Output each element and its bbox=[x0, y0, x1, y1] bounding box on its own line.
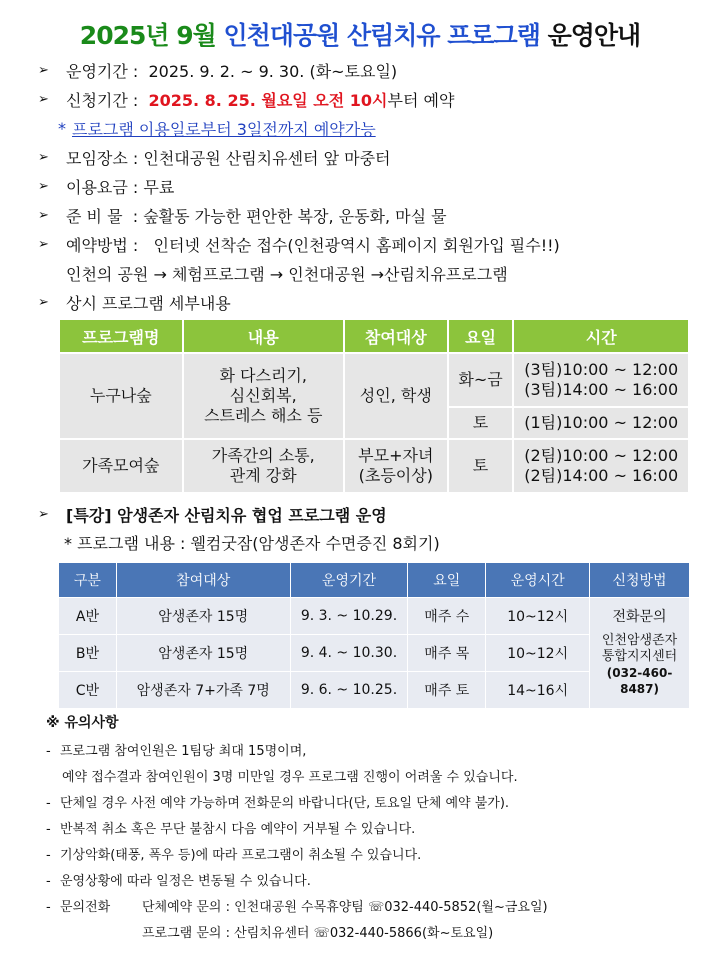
note-item: - 반복적 취소 혹은 무단 불참시 다음 예약이 거부될 수 있습니다. bbox=[46, 822, 416, 837]
class-target: 암생존자 7+가족 7명 bbox=[116, 672, 290, 709]
content-line: 화 다스리기, bbox=[219, 366, 307, 385]
program-target: 성인, 학생 bbox=[344, 353, 448, 439]
content-line: 관계 강화 bbox=[229, 466, 297, 485]
table-header: 참여대상 bbox=[116, 563, 290, 598]
method-line: 통합지지센터 bbox=[601, 649, 678, 664]
program-name: 가족모여숲 bbox=[59, 439, 183, 493]
title-guide: 운영안내 bbox=[547, 21, 641, 50]
note-text: 반복적 취소 혹은 무단 불참시 다음 예약이 거부될 수 있습니다. bbox=[60, 822, 416, 837]
contact-label: 문의전화 bbox=[60, 900, 111, 915]
info-row-prepare bbox=[38, 201, 708, 230]
table-header: 프로그램명 bbox=[59, 319, 183, 353]
content-line: 가족간의 소통, bbox=[211, 446, 315, 465]
table-header-row bbox=[59, 319, 689, 353]
program-time bbox=[513, 353, 689, 407]
table-header: 요일 bbox=[408, 563, 486, 598]
period-label: 운영기간 : bbox=[66, 62, 139, 81]
program-time bbox=[513, 439, 689, 493]
table-header: 구분 bbox=[59, 563, 117, 598]
contact-row bbox=[46, 922, 706, 948]
info-row-apply bbox=[38, 85, 708, 114]
class-day: 매주 수 bbox=[408, 598, 486, 635]
class-day: 매주 목 bbox=[408, 635, 486, 672]
period-value: 2025. 9. 2. ~ 9. 30. (화~토요일) bbox=[148, 62, 398, 81]
arrow-bullet-icon: ➢ bbox=[38, 92, 49, 107]
class-period: 9. 4. ~ 10.30. bbox=[290, 635, 408, 672]
class-name: B반 bbox=[59, 635, 117, 672]
arrow-bullet-icon: ➢ bbox=[38, 208, 49, 223]
table-row bbox=[59, 439, 689, 493]
class-target: 암생존자 15명 bbox=[116, 635, 290, 672]
class-period: 9. 6. ~ 10.25. bbox=[290, 672, 408, 709]
prepare-text: 준 비 물 : 숲활동 가능한 편안한 복장, 운동화, 마실 물 bbox=[66, 207, 447, 226]
reserve-text: 예약방법 : 인터넷 선착순 접수(인천광역시 홈페이지 회원가입 필수!!) bbox=[66, 236, 560, 255]
time-line: (3팀)14:00 ~ 16:00 bbox=[524, 380, 679, 399]
info-row-fee bbox=[38, 172, 708, 201]
program-target bbox=[344, 439, 448, 493]
program-day: 토 bbox=[448, 407, 514, 439]
table-header: 신청방법 bbox=[590, 563, 690, 598]
note-item: - 단체일 경우 사전 예약 가능하며 전화문의 바랍니다(단, 토요일 단체 예약 불가). bbox=[46, 796, 510, 811]
contact-group: 단체예약 문의 : 인천대공원 수목휴양팀 ☏032-440-5852(월~금요일) bbox=[142, 900, 548, 915]
arrow-bullet-icon: ➢ bbox=[38, 295, 49, 310]
content-line: 스트레스 해소 등 bbox=[204, 406, 323, 425]
contact-row: - 문의전화 단체예약 문의 : 인천대공원 수목휴양팀 ☏032-440-5852(월~금요일) bbox=[46, 896, 706, 922]
note-text: 단체일 경우 사전 예약 가능하며 전화문의 바랍니다(단, 토요일 단체 예약 불가). bbox=[60, 796, 510, 811]
program-name: 누구나숲 bbox=[59, 353, 183, 439]
method-line: 전화문의 bbox=[612, 609, 667, 625]
arrow-bullet-icon: ➢ bbox=[38, 150, 49, 165]
info-list bbox=[38, 56, 708, 317]
fee-text: 이용요금 : 무료 bbox=[66, 178, 175, 197]
arrow-bullet-icon: ➢ bbox=[38, 63, 49, 78]
program-time: (1팀)10:00 ~ 12:00 bbox=[513, 407, 689, 439]
contact-program: 프로그램 문의 : 산림치유센터 ☏032-440-5866(화~토요일) bbox=[142, 926, 494, 941]
time-line: (2팀)10:00 ~ 12:00 bbox=[524, 446, 679, 465]
method-phone: (032-460-8487) bbox=[606, 666, 673, 696]
program-content bbox=[183, 439, 344, 493]
reserve-path bbox=[38, 259, 708, 288]
regular-program-table bbox=[58, 318, 690, 494]
table-header: 시간 bbox=[513, 319, 689, 353]
arrow-bullet-icon: ➢ bbox=[38, 506, 49, 522]
content-line: 심신회복, bbox=[229, 386, 297, 405]
class-period: 9. 3. ~ 10.29. bbox=[290, 598, 408, 635]
table-header-row bbox=[59, 563, 690, 598]
target-line: 부모+자녀 bbox=[358, 446, 434, 465]
note-item: - 프로그램 참여인원은 1팀당 최대 15명이며, bbox=[46, 744, 307, 759]
program-content bbox=[183, 353, 344, 439]
apply-method bbox=[590, 598, 690, 709]
table-row bbox=[59, 353, 689, 407]
class-name: C반 bbox=[59, 672, 117, 709]
page-title bbox=[0, 16, 720, 52]
special-section bbox=[38, 500, 440, 556]
method-line: 인천암생존자 bbox=[601, 633, 678, 648]
note-item: - 기상악화(태풍, 폭우 등)에 따라 프로그램이 취소될 수 있습니다. bbox=[46, 848, 422, 863]
apply-label: 신청기간 : bbox=[66, 91, 139, 110]
class-name: A반 bbox=[59, 598, 117, 635]
arrow-bullet-icon: ➢ bbox=[38, 179, 49, 194]
table-header: 요일 bbox=[448, 319, 514, 353]
program-day: 토 bbox=[448, 439, 514, 493]
table-header: 내용 bbox=[183, 319, 344, 353]
class-target: 암생존자 15명 bbox=[116, 598, 290, 635]
note-item: - 운영상황에 따라 일정은 변동될 수 있습니다. bbox=[46, 874, 311, 889]
special-program-table bbox=[58, 562, 690, 709]
place-text: 모임장소 : 인천대공원 산림치유센터 앞 마중터 bbox=[66, 149, 391, 168]
program-day: 화~금 bbox=[448, 353, 514, 407]
table-header: 운영기간 bbox=[290, 563, 408, 598]
note-star: * bbox=[58, 119, 66, 138]
special-content: * 프로그램 내용 : 웰컴굿잠(암생존자 수면증진 8회기) bbox=[64, 533, 440, 553]
apply-date: 2025. 8. 25. 월요일 오전 10시 bbox=[148, 91, 388, 110]
apply-rest: 부터 예약 bbox=[387, 91, 455, 110]
apply-note bbox=[38, 114, 708, 143]
note-text: 프로그램 참여인원은 1팀당 최대 15명이며, bbox=[60, 744, 307, 759]
target-line: (초등이상) bbox=[358, 466, 433, 485]
note-text: 운영상황에 따라 일정은 변동될 수 있습니다. bbox=[60, 874, 311, 889]
arrow-bullet-icon: ➢ bbox=[38, 237, 49, 252]
info-row-reserve bbox=[38, 230, 708, 259]
class-time: 10~12시 bbox=[486, 598, 590, 635]
notes-section bbox=[46, 712, 706, 948]
table-header: 참여대상 bbox=[344, 319, 448, 353]
title-program: 인천대공원 산림치유 프로그램 bbox=[223, 21, 540, 50]
notes-heading: ※ 유의사항 bbox=[46, 715, 119, 731]
special-title-row bbox=[38, 500, 440, 528]
note-item bbox=[46, 766, 706, 792]
reserve-path-text: 인천의 공원 → 체험프로그램 → 인천대공원 →산림치유프로그램 bbox=[66, 265, 508, 284]
table-header: 운영시간 bbox=[486, 563, 590, 598]
special-content-row bbox=[38, 528, 440, 556]
time-line: (3팀)10:00 ~ 12:00 bbox=[524, 360, 679, 379]
note-text: 예약 접수결과 참여인원이 3명 미만일 경우 프로그램 진행이 어려울 수 있습니다. bbox=[62, 770, 518, 785]
info-row-regular bbox=[38, 288, 708, 317]
title-date: 2025년 9월 bbox=[79, 21, 216, 50]
apply-note-text: 프로그램 이용일로부터 3일전까지 예약가능 bbox=[72, 120, 376, 139]
special-title: [특강] 암생존자 산림치유 협업 프로그램 운영 bbox=[66, 505, 387, 525]
note-text: 기상악화(태풍, 폭우 등)에 따라 프로그램이 취소될 수 있습니다. bbox=[60, 848, 422, 863]
regular-text: 상시 프로그램 세부내용 bbox=[66, 294, 231, 313]
class-time: 14~16시 bbox=[486, 672, 590, 709]
info-row-place bbox=[38, 143, 708, 172]
class-day: 매주 토 bbox=[408, 672, 486, 709]
info-row-period bbox=[38, 56, 708, 85]
table-row bbox=[59, 598, 690, 635]
time-line: (2팀)14:00 ~ 16:00 bbox=[524, 466, 679, 485]
class-time: 10~12시 bbox=[486, 635, 590, 672]
